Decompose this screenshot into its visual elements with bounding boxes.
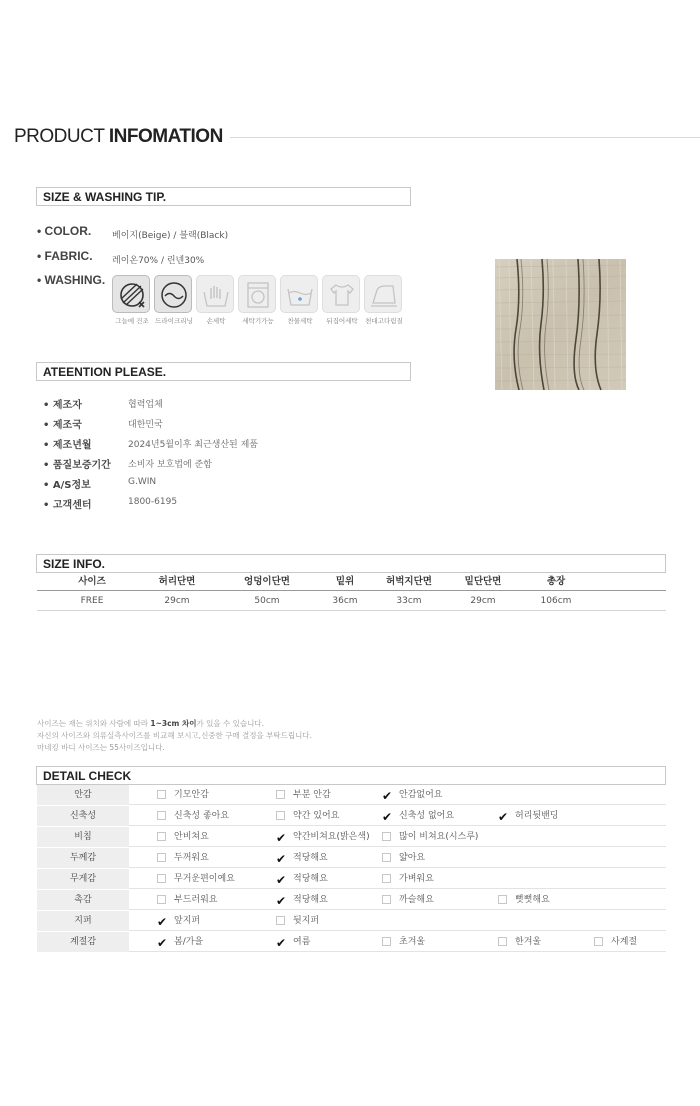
- detail-option-label: 약간비쳐요(밝은색): [293, 832, 370, 842]
- table-row: [37, 592, 666, 611]
- detail-option-label: 적당해요: [293, 895, 328, 905]
- size-info-heading: SIZE INFO.: [43, 557, 106, 571]
- detail-option-label: 신축성 좋아요: [174, 811, 230, 821]
- detail-row: [37, 806, 666, 826]
- detail-row: [37, 827, 666, 847]
- wash-item-shade-dry: [112, 275, 152, 325]
- detail-row-label: 신축성: [37, 806, 129, 826]
- empty-checkbox-icon: [382, 937, 391, 946]
- checkmark-icon: ✔: [157, 915, 168, 929]
- detail-option-label: 안비쳐요: [174, 832, 209, 842]
- attention-value: 1800-6195: [128, 497, 178, 507]
- detail-option-label: 약간 있어요: [293, 811, 340, 821]
- machine-wash-icon: [238, 275, 276, 313]
- wash-item-hand-wash: [196, 275, 236, 325]
- size-table-header: [37, 572, 666, 591]
- detail-row: [37, 785, 666, 805]
- size-note-1c: 가 있을 수 있습니다.: [196, 719, 264, 728]
- detail-option-label: 가벼워요: [399, 874, 434, 884]
- detail-row: [37, 848, 666, 868]
- detail-option-label: 부분 안감: [293, 790, 331, 800]
- attention-label: • A/S정보: [43, 480, 91, 491]
- empty-checkbox-icon: [498, 895, 507, 904]
- size-note-1: [37, 718, 264, 729]
- wash-caption: 찬물세탁: [287, 317, 313, 325]
- size-cell: 106cm: [540, 596, 572, 606]
- attention-value: 소비자 보호법에 준함: [128, 460, 212, 470]
- shade-dry-icon: [112, 275, 150, 313]
- detail-option-label: 한겨울: [515, 937, 542, 947]
- detail-option-label: 사계절: [611, 937, 638, 947]
- product-info-header: [14, 126, 700, 152]
- color-value: 베이지(Beige) / 블랙(Black): [112, 231, 229, 241]
- size-note-3: 마네킹 바디 사이즈는 55사이즈입니다.: [37, 743, 165, 752]
- detail-option-label: 뒷지퍼: [293, 916, 320, 926]
- detail-option-label: 두꺼워요: [174, 853, 209, 863]
- checkmark-icon: ✔: [276, 894, 287, 908]
- size-washing-heading-box: [36, 187, 411, 206]
- detail-option-label: 적당해요: [293, 874, 328, 884]
- size-col-header: 밑단단면: [464, 576, 502, 587]
- detail-option-label: 앞지퍼: [174, 916, 201, 926]
- fabric-label: • FABRIC.: [37, 249, 93, 263]
- attention-label: • 제조자: [43, 400, 82, 411]
- size-cell: FREE: [80, 596, 104, 606]
- detail-row-label: 안감: [37, 785, 129, 805]
- detail-option-label: 기모안감: [174, 790, 209, 800]
- detail-option-label: 봄/가을: [174, 937, 204, 947]
- attention-value: 대한민국: [128, 420, 163, 430]
- detail-option-label: 신축성 없어요: [399, 811, 455, 821]
- empty-checkbox-icon: [382, 832, 391, 841]
- size-col-header: 허벅지단면: [386, 576, 432, 587]
- size-note-1b: 1~3cm 차이: [150, 719, 197, 728]
- page-title-light: PRODUCT: [14, 126, 109, 147]
- size-col-header: 총장: [546, 576, 566, 587]
- empty-checkbox-icon: [276, 790, 285, 799]
- detail-option-label: 까슬해요: [399, 895, 434, 905]
- page-title-bold: INFOMATION: [108, 126, 223, 147]
- page-title: [14, 126, 223, 148]
- attention-value: 2024년5월이후 최근생산된 제품: [128, 440, 258, 450]
- size-cell: 36cm: [332, 596, 358, 606]
- detail-check-heading-box: [36, 766, 666, 785]
- checkmark-icon: ✔: [498, 810, 509, 824]
- wash-item-cold-wash: [280, 275, 320, 325]
- wash-caption: 손세탁: [206, 317, 226, 325]
- detail-option-label: 부드러워요: [174, 895, 218, 905]
- checkmark-icon: ✔: [276, 831, 287, 845]
- checkmark-icon: ✔: [382, 810, 393, 824]
- detail-option-label: 적당해요: [293, 853, 328, 863]
- cold-wash-icon: [280, 275, 318, 313]
- size-cell: 29cm: [164, 596, 190, 606]
- attention-label: • 제조국: [43, 420, 82, 431]
- detail-option-label: 허리뒷밴딩: [515, 811, 559, 821]
- fabric-value: 레이온70% / 린넨30%: [112, 256, 205, 266]
- attention-value: 협력업체: [128, 400, 163, 410]
- empty-checkbox-icon: [157, 853, 166, 862]
- wash-item-inside-out: [322, 275, 362, 325]
- size-note-1a: 사이즈는 재는 위치와 사람에 따라: [37, 719, 151, 728]
- wash-caption: 드라이크리닝: [155, 317, 193, 325]
- detail-option-label: 안감없어요: [399, 790, 443, 800]
- wash-caption: 그늘에 건조: [115, 317, 149, 325]
- empty-checkbox-icon: [157, 874, 166, 883]
- wash-item-dry-clean: [154, 275, 194, 325]
- attention-heading: ATEENTION PLEASE.: [43, 365, 167, 379]
- attention-label: • 품질보증기간: [43, 460, 111, 471]
- hand-wash-icon: [196, 275, 234, 313]
- checkmark-icon: ✔: [157, 936, 168, 950]
- empty-checkbox-icon: [276, 811, 285, 820]
- checkmark-icon: ✔: [276, 936, 287, 950]
- attention-label: • 고객센터: [43, 500, 92, 511]
- empty-checkbox-icon: [157, 790, 166, 799]
- detail-row-label: 비침: [37, 827, 129, 847]
- cloth-iron-icon: [364, 275, 402, 313]
- empty-checkbox-icon: [157, 832, 166, 841]
- wash-caption: 세탁기가능: [242, 317, 274, 325]
- detail-row-label: 무게감: [37, 869, 129, 889]
- washing-label: • WASHING.: [37, 273, 106, 287]
- inside-out-wash-icon: [322, 275, 360, 313]
- detail-row-label: 지퍼: [37, 911, 129, 931]
- detail-option-label: 초겨울: [399, 937, 426, 947]
- fabric-swatch-image: [495, 259, 626, 390]
- attention-value: G.WIN: [128, 477, 157, 487]
- size-cell: 33cm: [396, 596, 422, 606]
- detail-row: [37, 932, 666, 952]
- dry-clean-icon: [154, 275, 192, 313]
- size-washing-heading: SIZE & WASHING TIP.: [43, 190, 167, 204]
- empty-checkbox-icon: [157, 895, 166, 904]
- color-label: • COLOR.: [37, 224, 92, 238]
- empty-checkbox-icon: [157, 811, 166, 820]
- detail-option-label: 많이 비쳐요(시스루): [399, 832, 479, 842]
- empty-checkbox-icon: [498, 937, 507, 946]
- empty-checkbox-icon: [382, 895, 391, 904]
- attention-label: • 제조년월: [43, 440, 92, 451]
- detail-row: [37, 890, 666, 910]
- empty-checkbox-icon: [594, 937, 603, 946]
- checkmark-icon: ✔: [276, 852, 287, 866]
- empty-checkbox-icon: [382, 874, 391, 883]
- detail-option-label: 얇아요: [399, 853, 426, 863]
- detail-row-label: 두께감: [37, 848, 129, 868]
- empty-checkbox-icon: [276, 916, 285, 925]
- detail-row: [37, 911, 666, 931]
- title-divider: [230, 137, 700, 138]
- attention-heading-box: [36, 362, 411, 381]
- size-col-header: 밑위: [335, 576, 355, 587]
- size-cell: 29cm: [470, 596, 496, 606]
- detail-row-label: 촉감: [37, 890, 129, 910]
- checkmark-icon: ✔: [276, 873, 287, 887]
- detail-option-label: 무거운편이예요: [174, 874, 235, 884]
- wash-item-machine-wash: [238, 275, 278, 325]
- wash-caption: 천대고다림질: [365, 317, 403, 325]
- detail-row-label: 계절감: [37, 932, 129, 952]
- size-col-header: 사이즈: [78, 576, 106, 587]
- size-cell: 50cm: [254, 596, 280, 606]
- detail-check-heading: DETAIL CHECK: [43, 769, 132, 783]
- size-col-header: 허리단면: [158, 576, 196, 587]
- wash-item-iron: [364, 275, 404, 325]
- wash-caption: 뒤집어세탁: [326, 317, 358, 325]
- size-col-header: 엉덩이단면: [244, 576, 290, 587]
- detail-row: [37, 869, 666, 889]
- checkmark-icon: ✔: [382, 789, 393, 803]
- size-note-2: 자신의 사이즈와 의류실측사이즈를 비교해 보시고,신중한 구매 결정을 부탁드립니다.: [37, 731, 313, 740]
- empty-checkbox-icon: [382, 853, 391, 862]
- size-info-heading-box: [36, 554, 666, 573]
- detail-option-label: 뻣뻣해요: [515, 895, 550, 905]
- detail-option-label: 여름: [293, 937, 311, 947]
